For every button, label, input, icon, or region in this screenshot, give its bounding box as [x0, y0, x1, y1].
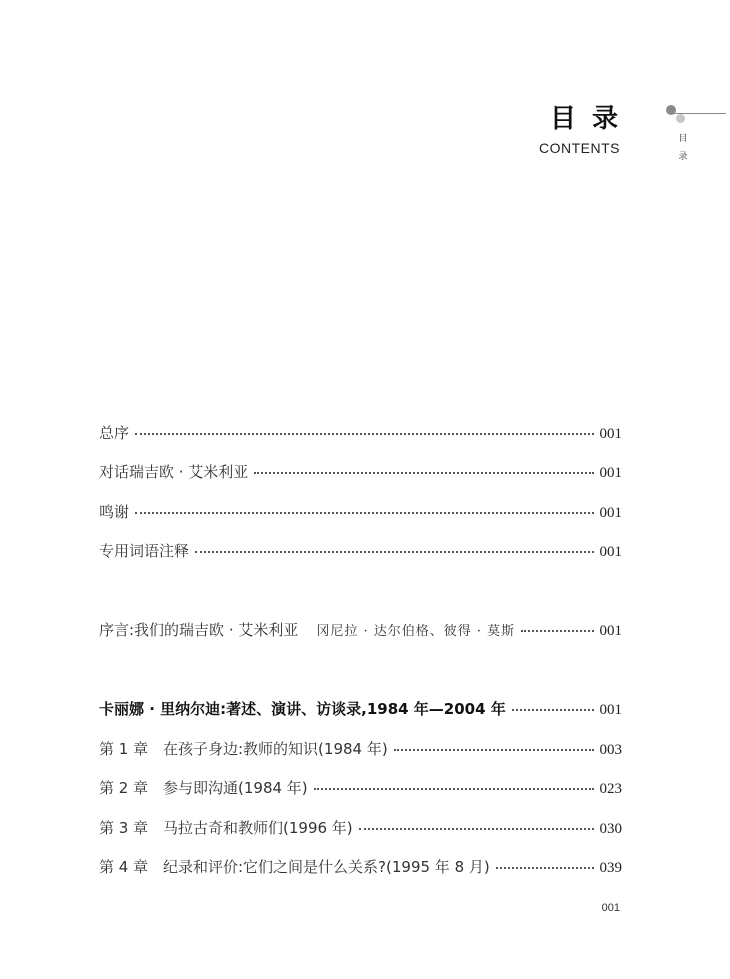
toc-entry-page: 001 — [599, 702, 622, 718]
toc-entry-chapter[interactable] — [99, 817, 622, 839]
side-tab-dot-light — [676, 114, 685, 123]
toc-entry-label: 专用词语注释 — [99, 542, 190, 560]
page-title: 目录 — [549, 104, 634, 134]
toc-entry-label: 对话瑞吉欧 · 艾米利亚 — [99, 463, 249, 481]
chapter-number: 第 2 章 — [99, 779, 149, 797]
side-tab-char-1: 目 — [678, 134, 688, 144]
side-tab-dot-dark — [666, 105, 676, 115]
toc-entry-page: 039 — [599, 860, 622, 876]
toc-entry-label: 总序 — [99, 424, 130, 442]
toc-entry-label: 鸣谢 — [99, 503, 130, 521]
toc-entry-label: 序言:我们的瑞吉欧 · 艾米利亚 — [99, 621, 299, 639]
dot-leader — [394, 737, 594, 751]
chapter-number: 第 3 章 — [99, 819, 149, 837]
toc-entry-chapter[interactable] — [99, 777, 622, 799]
chapter-title: 马拉古奇和教师们(1996 年) — [163, 819, 353, 837]
toc-entry-part[interactable] — [99, 698, 622, 720]
toc-entry-chapter[interactable] — [99, 738, 622, 760]
toc-entry-page: 001 — [599, 623, 622, 639]
dot-leader — [521, 618, 593, 632]
toc-entry-page: 001 — [599, 465, 622, 481]
dot-leader — [512, 697, 594, 711]
toc-entry-author: 冈尼拉 · 达尔伯格、彼得 · 莫斯 — [316, 624, 516, 639]
toc-entry-page: 023 — [599, 781, 622, 797]
toc-entry-page: 001 — [599, 544, 622, 560]
page-subtitle: CONTENTS — [539, 140, 620, 156]
side-tab-char-2: 录 — [678, 152, 688, 162]
toc-entry-chapter[interactable] — [99, 856, 622, 878]
chapter-number: 第 4 章 — [99, 858, 149, 876]
dot-leader — [195, 539, 593, 553]
toc-entry-page: 003 — [599, 742, 622, 758]
dot-leader — [254, 460, 593, 474]
dot-leader — [135, 421, 593, 435]
toc-entry-front[interactable] — [99, 422, 622, 444]
toc-entry-preface[interactable] — [99, 619, 622, 641]
dot-leader — [135, 500, 593, 514]
toc-entry-page: 001 — [599, 505, 622, 521]
toc-entry-front[interactable] — [99, 540, 622, 562]
toc-entry-label: 卡丽娜 · 里纳尔迪:著述、演讲、访谈录,1984 年—2004 年 — [99, 700, 506, 718]
page-number: 001 — [601, 902, 620, 914]
toc-entry-front[interactable] — [99, 461, 622, 483]
dot-leader — [359, 816, 594, 830]
toc-entry-page: 030 — [599, 821, 622, 837]
chapter-title: 在孩子身边:教师的知识(1984 年) — [163, 740, 388, 758]
toc-entry-front[interactable] — [99, 501, 622, 523]
chapter-title: 纪录和评价:它们之间是什么关系?(1995 年 8 月) — [163, 858, 490, 876]
dot-leader — [496, 855, 594, 869]
chapter-title: 参与即沟通(1984 年) — [163, 779, 308, 797]
toc-entry-page: 001 — [599, 426, 622, 442]
side-tab-label — [677, 130, 689, 166]
chapter-number: 第 1 章 — [99, 740, 149, 758]
dot-leader — [314, 776, 594, 790]
